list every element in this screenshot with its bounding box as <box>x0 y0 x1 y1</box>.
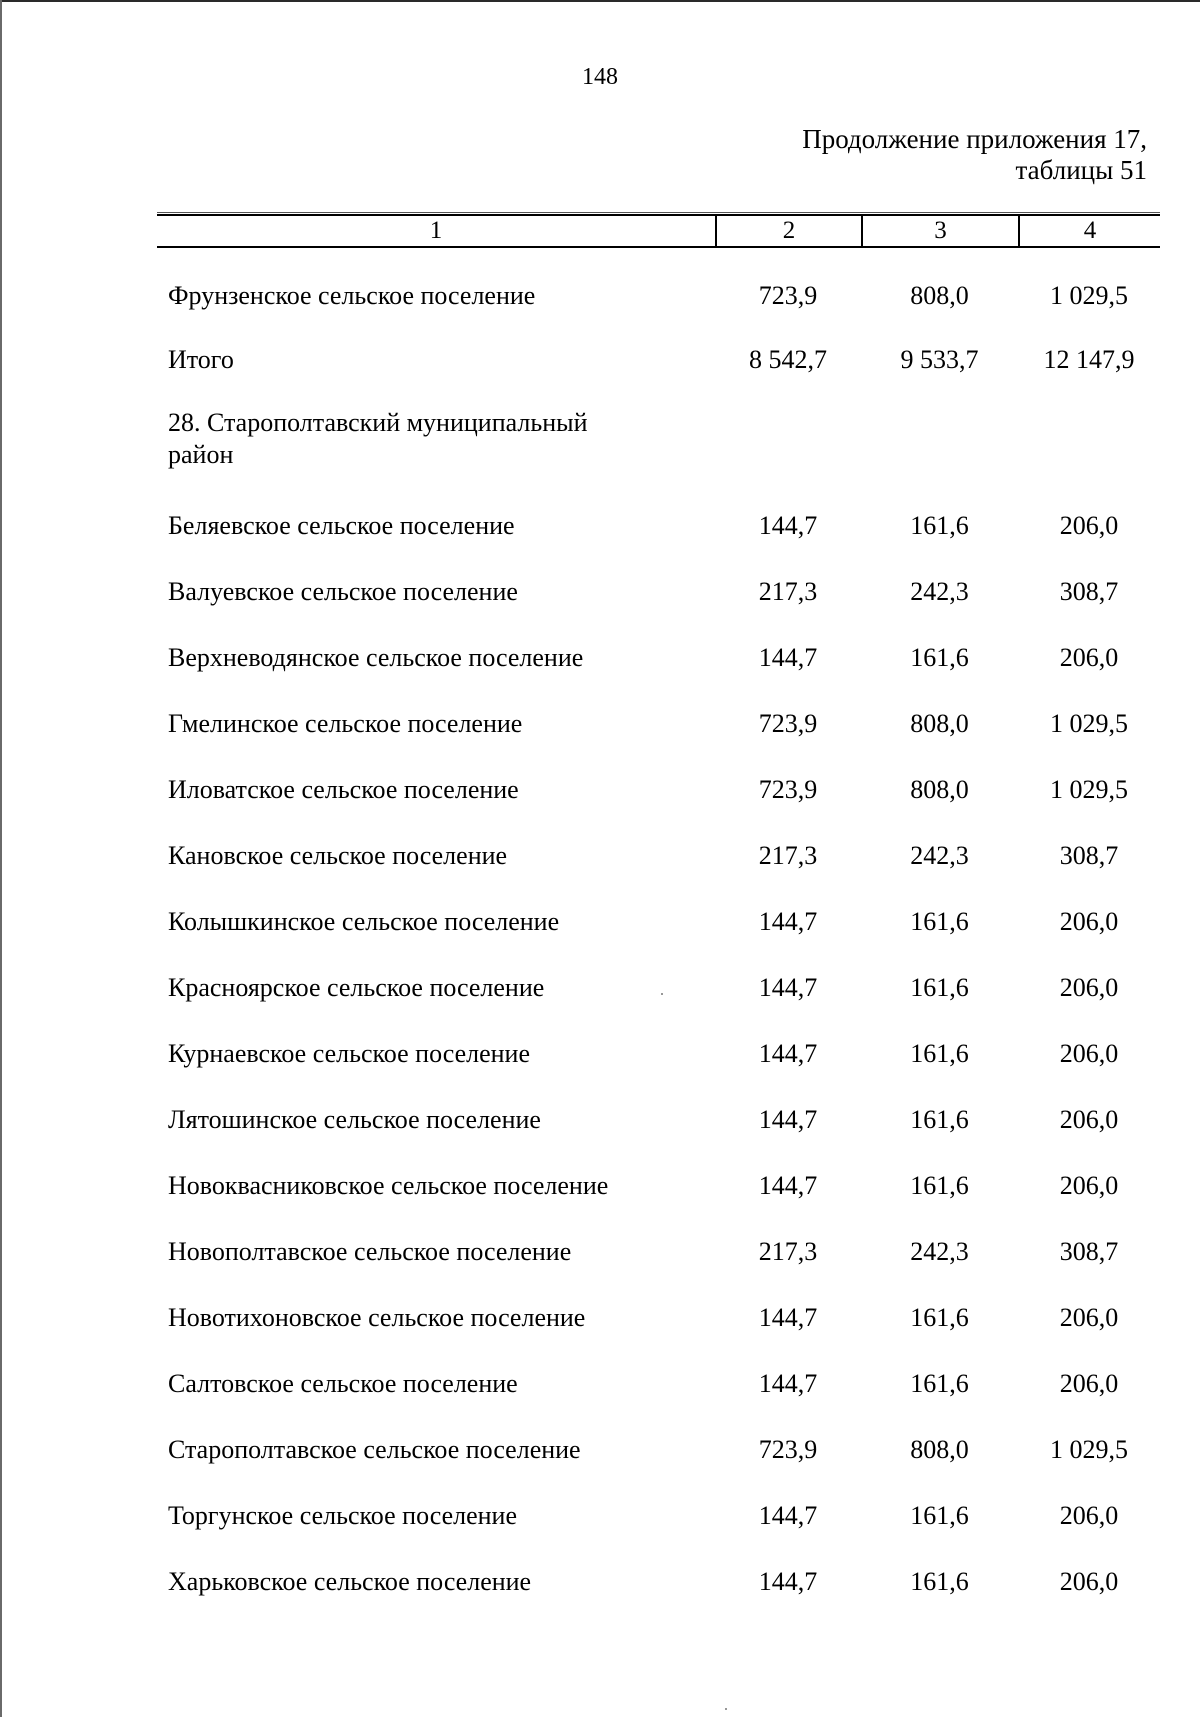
row-col-3: 161,6 <box>910 973 969 1002</box>
table-row <box>0 972 1200 1012</box>
row-col-2: 144,7 <box>758 1039 818 1068</box>
row-col-3: 808,0 <box>910 281 969 310</box>
row-col-4: 206,0 <box>1059 1501 1119 1530</box>
row-col-4: 1 029,5 <box>1050 281 1128 310</box>
table-row <box>0 1038 1200 1078</box>
row-col-4: 308,7 <box>1059 577 1119 606</box>
row-col-3: 242,3 <box>910 577 969 606</box>
row-col-2: 217,3 <box>758 577 818 606</box>
row-col-3: 808,0 <box>910 775 969 804</box>
row-name: Красноярское сельское поселение <box>168 973 545 1002</box>
row-col-3: 161,6 <box>910 1171 969 1200</box>
row-col-4: 206,0 <box>1059 973 1119 1002</box>
row-col-4: 1 029,5 <box>1050 1435 1128 1464</box>
row-col-4: 206,0 <box>1059 511 1119 540</box>
row-col-3: 161,6 <box>910 1303 969 1332</box>
header-col-4: 4 <box>1018 216 1160 246</box>
row-name: Гмелинское сельское поселение <box>168 709 523 738</box>
table-row <box>0 1236 1200 1276</box>
row-col-2: 144,7 <box>758 643 818 672</box>
page-number: 148 <box>582 64 618 90</box>
row-name: Новополтавское сельское поселение <box>168 1237 572 1266</box>
scan-speck <box>661 993 663 995</box>
row-col-4: 206,0 <box>1059 1171 1119 1200</box>
row-col-4: 206,0 <box>1059 1369 1119 1398</box>
section-heading <box>168 407 688 471</box>
row-col-4: 12 147,9 <box>1043 345 1135 374</box>
row-col-2: 144,7 <box>758 1105 818 1134</box>
row-col-2: 723,9 <box>758 1435 818 1464</box>
table-row <box>0 1434 1200 1474</box>
row-name: Торгунское сельское поселение <box>168 1501 517 1530</box>
table-row <box>0 840 1200 880</box>
row-name: Салтовское сельское поселение <box>168 1369 518 1398</box>
row-col-4: 206,0 <box>1059 1567 1119 1596</box>
row-col-2: 217,3 <box>758 1237 818 1266</box>
row-name: Итого <box>168 345 234 374</box>
row-col-3: 808,0 <box>910 1435 969 1464</box>
table-row <box>0 906 1200 946</box>
table-row <box>0 280 1200 320</box>
table-row <box>0 1302 1200 1342</box>
table-row-total <box>0 344 1200 384</box>
table-row <box>0 576 1200 616</box>
header-col-1: 1 <box>429 217 443 244</box>
table-row <box>0 708 1200 748</box>
header-col-2: 2 <box>715 216 861 246</box>
row-col-4: 1 029,5 <box>1050 775 1128 804</box>
row-name: Кановское сельское поселение <box>168 841 508 870</box>
scan-speck <box>725 1708 727 1710</box>
row-col-3: 9 533,7 <box>900 345 979 374</box>
row-col-2: 144,7 <box>758 907 818 936</box>
row-col-3: 161,6 <box>910 511 969 540</box>
row-name: Харьковское сельское поселение <box>168 1567 532 1596</box>
row-col-4: 308,7 <box>1059 1237 1119 1266</box>
row-col-2: 217,3 <box>758 841 818 870</box>
row-name: Колышкинское сельское поселение <box>168 907 560 936</box>
row-col-2: 144,7 <box>758 973 818 1002</box>
table-row <box>0 1170 1200 1210</box>
row-col-3: 161,6 <box>910 1501 969 1530</box>
row-col-3: 161,6 <box>910 1105 969 1134</box>
table-row <box>0 1104 1200 1144</box>
row-col-2: 723,9 <box>758 281 818 310</box>
row-col-4: 308,7 <box>1059 841 1119 870</box>
row-col-2: 144,7 <box>758 1171 818 1200</box>
row-name: Старополтавское сельское поселение <box>168 1435 581 1464</box>
row-col-2: 144,7 <box>758 1567 818 1596</box>
row-name: Новоквасниковское сельское поселение <box>168 1171 609 1200</box>
row-col-4: 206,0 <box>1059 1105 1119 1134</box>
row-col-4: 206,0 <box>1059 643 1119 672</box>
row-name: Верхневодянское сельское поселение <box>168 643 584 672</box>
section-heading-line-1: 28. Старополтавский муниципальный <box>168 408 588 437</box>
row-col-4: 206,0 <box>1059 1303 1119 1332</box>
row-col-2: 144,7 <box>758 1303 818 1332</box>
table-row <box>0 642 1200 682</box>
row-name: Валуевское сельское поселение <box>168 577 518 606</box>
row-name: Новотихоновское сельское поселение <box>168 1303 586 1332</box>
row-name: Курнаевское сельское поселение <box>168 1039 530 1068</box>
row-name: Лятошинское сельское поселение <box>168 1105 541 1134</box>
row-col-3: 161,6 <box>910 1567 969 1596</box>
table-row <box>0 510 1200 550</box>
row-col-2: 723,9 <box>758 709 818 738</box>
continuation-line-1: Продолжение приложения 17, <box>802 124 1147 154</box>
row-col-2: 144,7 <box>758 1501 818 1530</box>
row-name: Фрунзенское сельское поселение <box>168 281 536 310</box>
row-col-3: 808,0 <box>910 709 969 738</box>
row-col-4: 206,0 <box>1059 907 1119 936</box>
row-col-3: 161,6 <box>910 1039 969 1068</box>
continuation-note <box>802 124 1147 186</box>
table-row <box>0 1500 1200 1540</box>
row-col-4: 1 029,5 <box>1050 709 1128 738</box>
row-name: Беляевское сельское поселение <box>168 511 515 540</box>
row-col-3: 242,3 <box>910 1237 969 1266</box>
row-name: Иловатское сельское поселение <box>168 775 519 804</box>
scan-edge-top <box>0 0 1200 2</box>
table-row <box>0 1566 1200 1606</box>
row-col-3: 161,6 <box>910 1369 969 1398</box>
row-col-3: 242,3 <box>910 841 969 870</box>
table-row <box>0 774 1200 814</box>
header-col-3: 3 <box>861 216 1018 246</box>
table-row <box>0 1368 1200 1408</box>
continuation-line-2: таблицы 51 <box>1015 155 1147 185</box>
table-header-row <box>157 214 1160 248</box>
section-heading-line-2: район <box>168 440 234 469</box>
row-col-2: 144,7 <box>758 1369 818 1398</box>
row-col-2: 723,9 <box>758 775 818 804</box>
row-col-3: 161,6 <box>910 907 969 936</box>
row-col-3: 161,6 <box>910 643 969 672</box>
row-col-4: 206,0 <box>1059 1039 1119 1068</box>
table-top-rule <box>157 212 1160 213</box>
row-col-2: 8 542,7 <box>749 345 827 374</box>
row-col-2: 144,7 <box>758 511 818 540</box>
